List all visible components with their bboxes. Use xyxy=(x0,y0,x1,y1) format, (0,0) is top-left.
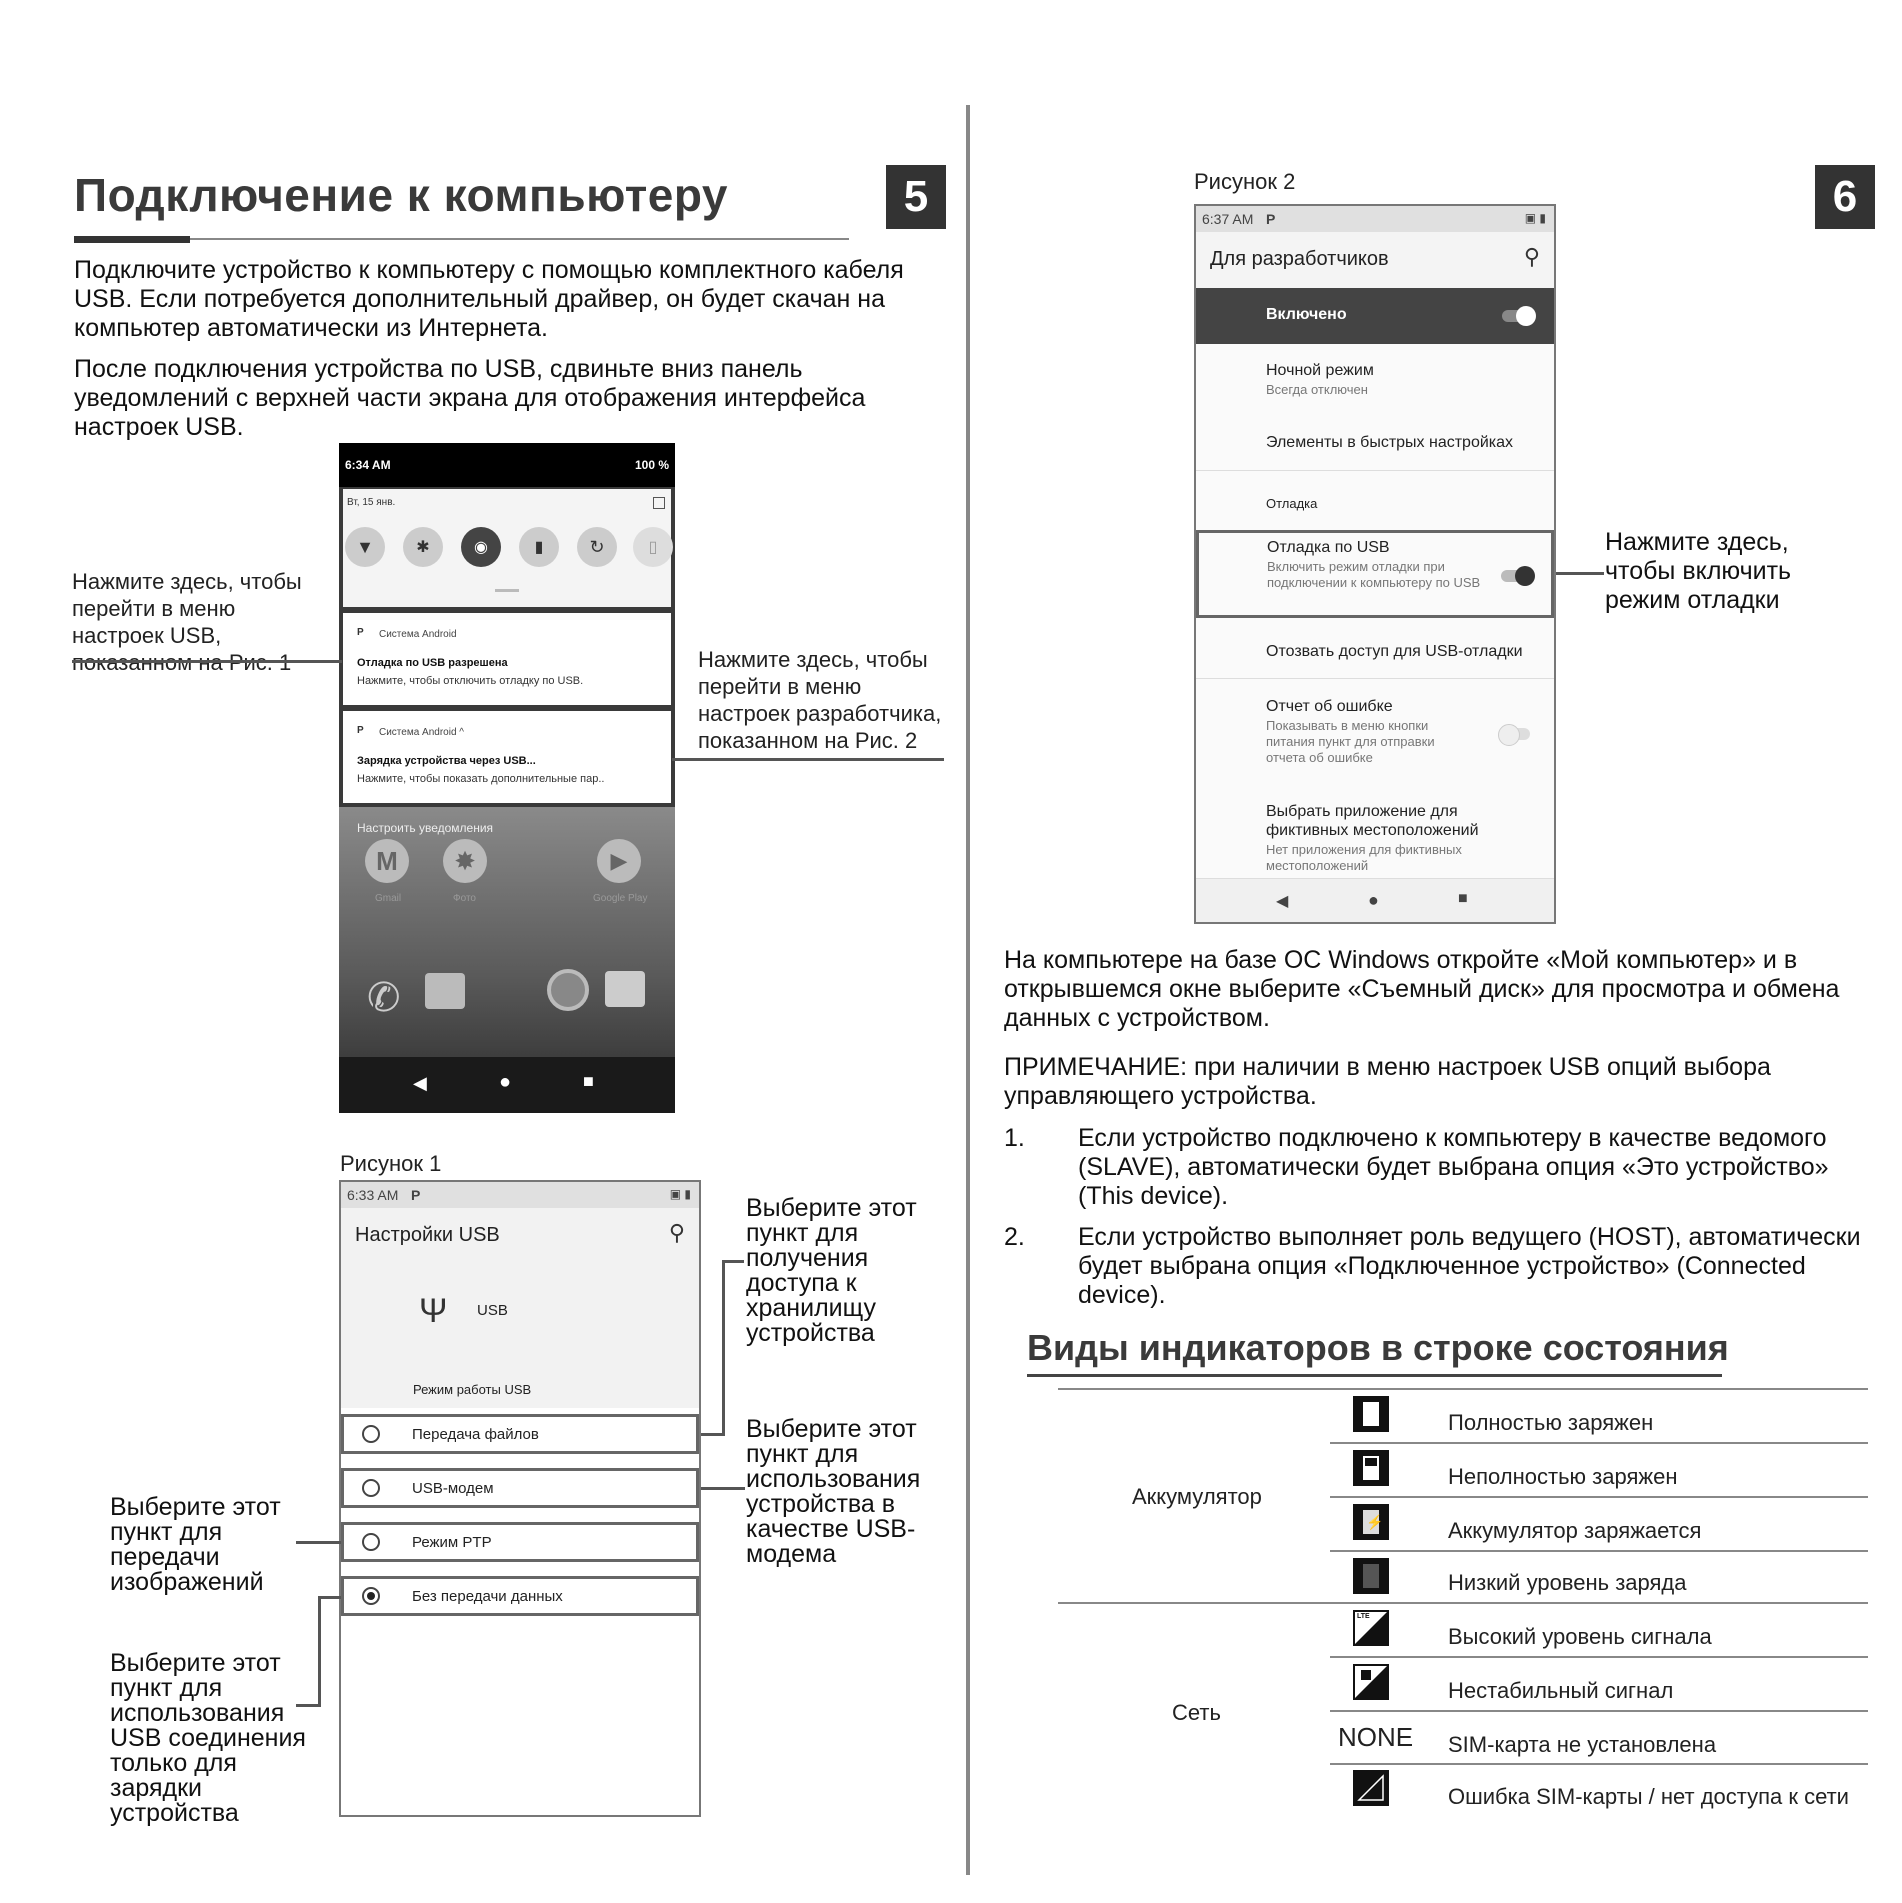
dev-settings-title: Для разработчиков xyxy=(1210,248,1389,270)
table-rule xyxy=(1330,1496,1868,1498)
dev-status-bar xyxy=(1196,206,1554,232)
usb-mode-header: Режим работы USB xyxy=(413,1382,532,1397)
figure1-caption: Рисунок 1 xyxy=(340,1151,442,1176)
nav-bar xyxy=(339,1057,675,1113)
table-rule xyxy=(1330,1550,1868,1552)
usb-debug-toggle-knob[interactable] xyxy=(1515,566,1535,586)
usb-settings-screenshot xyxy=(339,1180,701,1817)
group-battery: Аккумулятор xyxy=(1132,1484,1262,1509)
back-icon[interactable]: ◀ xyxy=(413,1073,427,1093)
master-toggle-row[interactable] xyxy=(1196,288,1556,344)
annotation-line xyxy=(1556,572,1604,575)
notif2-body: Нажмите, чтобы показать дополнительные пар.. xyxy=(357,773,605,785)
option-label: Без передачи данных xyxy=(412,1588,563,1605)
qs-date: Вт, 15 янв. xyxy=(347,497,396,508)
signal-unstable-icon xyxy=(1353,1664,1389,1700)
qs-edit-icon xyxy=(653,497,665,509)
radio-file-transfer[interactable] xyxy=(362,1425,380,1443)
annotation-storage: Выберите этот пункт для получения доступа к хранилищу устройства xyxy=(746,1194,917,1347)
mock-location-title[interactable]: Выбрать приложение для фиктивных местоположений xyxy=(1266,803,1479,839)
list-item-host: Если устройство выполняет роль ведущего (HOST), автоматически будет выбрана опция «Подключенное устройство» (Connected device). xyxy=(1078,1223,1861,1309)
play-store-icon[interactable]: ▶ xyxy=(597,839,641,883)
annotation-debug: Нажмите здесь, чтобы включить режим отладки xyxy=(1605,528,1792,614)
annotation-images: Выберите этот пункт для передачи изображений xyxy=(110,1493,281,1596)
annotation-line xyxy=(672,758,944,761)
row-label: Низкий уровень заряда xyxy=(1448,1570,1687,1595)
notif2-title: Зарядка устройства через USB... xyxy=(357,755,536,767)
photos-icon[interactable]: ✸ xyxy=(443,839,487,883)
battery-saver-tile-icon[interactable]: ▯ xyxy=(633,527,673,567)
annotation-usb-menu: Нажмите здесь, чтобы перейти в меню настроек USB, xyxy=(72,569,302,648)
row-label: Высокий уровень сигнала xyxy=(1448,1624,1712,1649)
row-label: Полностью заряжен xyxy=(1448,1410,1654,1435)
recents-icon[interactable]: ■ xyxy=(583,1071,594,1091)
option-label: USB-модем xyxy=(412,1480,494,1497)
row-label: Нестабильный сигнал xyxy=(1448,1678,1674,1703)
page-number-badge: 6 xyxy=(1815,165,1875,229)
list-divider xyxy=(1196,470,1556,471)
battery-charging-icon: ⚡ xyxy=(1353,1504,1389,1540)
status-indicator-table xyxy=(1058,1388,1868,1858)
usb-icon: Ψ xyxy=(419,1292,448,1330)
annotation-line xyxy=(722,1260,744,1263)
option-usb-modem[interactable] xyxy=(341,1468,699,1508)
master-toggle-knob[interactable] xyxy=(1516,306,1536,326)
nav-bar xyxy=(1196,878,1556,924)
row-label: Неполностью заряжен xyxy=(1448,1464,1678,1489)
group-network: Сеть xyxy=(1172,1700,1221,1725)
notif-time: 6:34 AM xyxy=(345,458,391,472)
note-paragraph: ПРИМЕЧАНИЕ: при наличии в меню настроек USB опций выбора управляющего устройства. xyxy=(1004,1053,1771,1110)
play-store-label: Google Play xyxy=(593,893,648,904)
home-icon[interactable]: ● xyxy=(499,1071,512,1093)
home-wallpaper xyxy=(339,807,675,1113)
search-icon[interactable]: ⚲ xyxy=(1523,244,1540,269)
messages-icon[interactable] xyxy=(425,973,465,1009)
list-number: 2. xyxy=(1004,1223,1025,1251)
page-title: Подключение к компьютеру xyxy=(74,169,728,221)
notification-screenshot xyxy=(339,443,675,1113)
bug-report-toggle-knob[interactable] xyxy=(1498,724,1520,746)
revoke-usb-debug-item[interactable]: Отозвать доступ для USB-отладки xyxy=(1266,643,1523,660)
status-icons: ▣ ▮ xyxy=(1524,211,1546,225)
annotation-line xyxy=(318,1596,321,1706)
annotation-line xyxy=(318,1596,341,1599)
android-logo-icon: P xyxy=(357,725,364,736)
page-number-badge: 5 xyxy=(886,165,946,229)
table-rule xyxy=(1330,1656,1868,1658)
status-icons: ▣ ▮ xyxy=(669,1187,691,1201)
annotation-line xyxy=(701,1433,725,1436)
debug-header: Отладка xyxy=(1266,496,1318,511)
usb-label: USB xyxy=(477,1302,508,1319)
annotation-dev-menu: Нажмите здесь, чтобы перейти в меню настроек разработчика, показанном на Рис. 2 xyxy=(698,647,942,753)
night-mode-sub: Всегда отключен xyxy=(1266,382,1368,397)
usb-status-bar xyxy=(341,1182,699,1208)
usb-time: 6:33 AM xyxy=(347,1187,399,1203)
developer-settings-screenshot xyxy=(1194,204,1556,924)
windows-paragraph: На компьютере на базе ОС Windows откройте «Мой компьютер» и в открывшемся окне выберите «Съемный диск» для просмотра и обмена данных с устройством. xyxy=(1004,946,1840,1032)
location-tile-icon[interactable]: ◉ xyxy=(461,527,501,567)
list-divider xyxy=(1196,678,1556,679)
option-label: Передача файлов xyxy=(412,1426,539,1443)
annotation-line xyxy=(296,1541,341,1544)
back-icon[interactable]: ◀ xyxy=(1276,893,1289,910)
search-icon[interactable]: ⚲ xyxy=(668,1220,685,1245)
option-no-data[interactable] xyxy=(341,1576,699,1616)
notif1-body: Нажмите, чтобы отключить отладку по USB. xyxy=(357,675,584,687)
table-rule xyxy=(1330,1442,1868,1444)
annotation-line xyxy=(701,1487,745,1490)
night-mode-title[interactable]: Ночной режим xyxy=(1266,362,1374,379)
page-divider xyxy=(966,105,970,1875)
no-sim-indicator: NONE xyxy=(1338,1722,1414,1752)
usb-settings-title: Настройки USB xyxy=(355,1224,500,1246)
bug-report-title[interactable]: Отчет об ошибке xyxy=(1266,698,1393,715)
battery-partial-icon xyxy=(1353,1450,1389,1486)
annotation-charge: Выберите этот пункт для использования USB соединения только для зарядки устройства xyxy=(110,1649,306,1827)
gmail-icon[interactable]: M xyxy=(365,839,409,883)
camera-icon[interactable] xyxy=(605,971,645,1007)
notif-status-bar xyxy=(339,443,675,487)
signal-error-icon xyxy=(1353,1770,1389,1806)
annotation-line xyxy=(722,1260,725,1435)
usb-debug-title: Отладка по USB xyxy=(1267,539,1390,556)
table-rule xyxy=(1330,1710,1868,1712)
notif-battery: 100 % xyxy=(634,458,669,472)
table-rule xyxy=(1058,1602,1868,1604)
flashlight-tile-icon[interactable]: ▮ xyxy=(519,527,559,567)
list-number: 1. xyxy=(1004,1124,1025,1152)
table-rule xyxy=(1058,1388,1868,1390)
annotation-modem: Выберите этот пункт для использования устройства в качестве USB-модема xyxy=(746,1415,921,1568)
home-icon[interactable]: ● xyxy=(1368,890,1379,910)
notification-paragraph: После подключения устройства по USB, сдвиньте вниз панель уведомлений с верхней части экрана для отображения интерфейса настроек USB. xyxy=(74,355,866,441)
android-logo-icon: P xyxy=(357,627,364,638)
list-item-slave: Если устройство подключено к компьютеру в качестве ведомого (SLAVE), автоматически будет выбрана опция «Это устройство» (This device). xyxy=(1078,1124,1829,1210)
notif1-app: Система Android xyxy=(379,629,457,640)
row-label: SIM-карта не установлена xyxy=(1448,1732,1717,1757)
section-title: Виды индикаторов в строке состояния xyxy=(1027,1327,1729,1368)
qs-drag-handle[interactable] xyxy=(495,589,519,592)
wifi-tile-icon[interactable]: ▼ xyxy=(345,527,385,567)
row-label: Аккумулятор заряжается xyxy=(1448,1518,1702,1543)
usb-debug-row[interactable] xyxy=(1196,530,1554,618)
title-rule-accent xyxy=(74,236,190,243)
intro-paragraph: Подключите устройство к компьютеру с помощью комплектного кабеля USB. Если потребуется дополнительный драйвер, он будет скачан на компьютер автоматически из Интернета. xyxy=(74,256,904,342)
manage-notifications-link[interactable]: Настроить уведомления xyxy=(357,821,494,835)
radio-usb-modem[interactable] xyxy=(362,1479,380,1497)
quick-settings-panel xyxy=(343,489,671,607)
usb-charging-notification[interactable] xyxy=(343,711,671,803)
row-label: Ошибка SIM-карты / нет доступа к сети xyxy=(1448,1784,1849,1809)
radio-no-data[interactable] xyxy=(362,1587,380,1605)
table-rule xyxy=(1330,1763,1868,1765)
notif2-app: Система Android ^ xyxy=(379,727,464,738)
battery-low-icon xyxy=(1353,1558,1389,1594)
option-label: Режим PTP xyxy=(412,1534,492,1551)
quick-tiles-item[interactable]: Элементы в быстрых настройках xyxy=(1266,434,1514,451)
annotation-line xyxy=(72,660,342,663)
mock-location-sub: Нет приложения для фиктивных местоположений xyxy=(1266,842,1462,873)
battery-full-icon xyxy=(1353,1396,1389,1432)
phone-icon[interactable]: ✆ xyxy=(367,976,401,1020)
gmail-label: Gmail xyxy=(375,893,402,904)
option-file-transfer[interactable] xyxy=(341,1414,699,1454)
enabled-label: Включено xyxy=(1266,306,1347,323)
bluetooth-tile-icon[interactable]: ✱ xyxy=(403,527,443,567)
bug-report-sub: Показывать в меню кнопки питания пункт для отправки отчета об ошибке xyxy=(1266,718,1435,765)
usb-debug-sub: Включить режим отладки при подключении к компьютеру по USB xyxy=(1267,559,1481,590)
chrome-icon[interactable] xyxy=(547,969,589,1011)
recents-icon[interactable]: ■ xyxy=(1458,890,1468,907)
android-logo-icon: P xyxy=(1266,211,1276,227)
title-rule xyxy=(74,238,849,240)
dev-time: 6:37 AM xyxy=(1202,211,1254,227)
photos-label: Фото xyxy=(453,893,476,904)
radio-ptp[interactable] xyxy=(362,1533,380,1551)
rotate-tile-icon[interactable]: ↻ xyxy=(577,527,617,567)
option-ptp[interactable] xyxy=(341,1522,699,1562)
notif1-title: Отладка по USB разрешена xyxy=(357,657,508,669)
section-title-underline xyxy=(1027,1374,1722,1377)
usb-debug-notification[interactable] xyxy=(343,613,671,705)
signal-high-icon: LTE xyxy=(1353,1610,1389,1646)
figure2-caption: Рисунок 2 xyxy=(1194,169,1296,194)
android-logo-icon: P xyxy=(411,1187,421,1203)
annotation-line xyxy=(296,1704,321,1707)
